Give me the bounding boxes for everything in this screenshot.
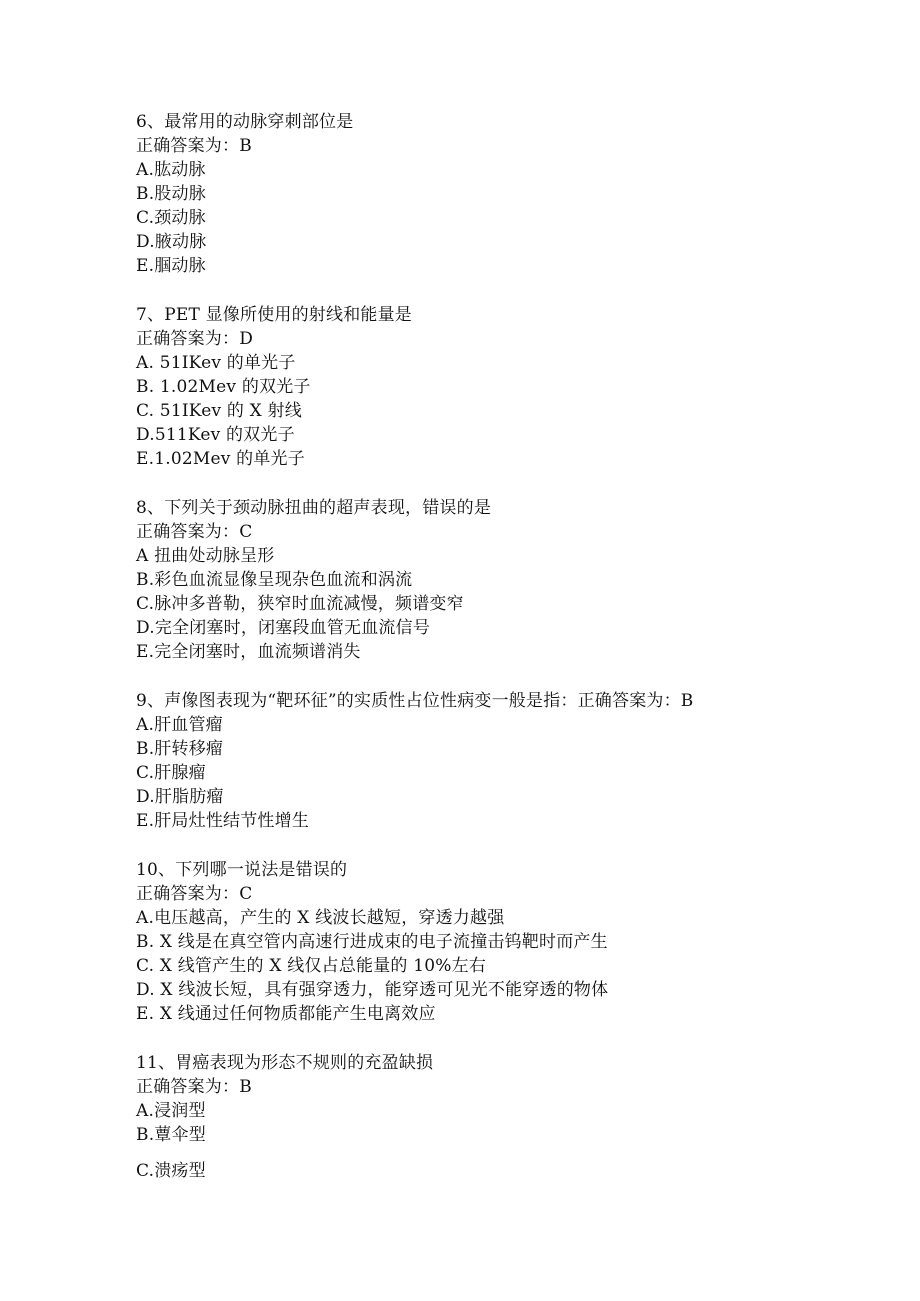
question-text: 6、最常用的动脉穿刺部位是	[136, 112, 354, 132]
question-text: 7、PET 显像所使用的射线和能量是	[136, 305, 413, 325]
question-block	[136, 858, 856, 1026]
answer-text: 正确答案为：C	[136, 884, 253, 904]
option-a: A.肱动脉	[136, 160, 206, 180]
option-a: A.电压越高，产生的 X 线波长越短，穿透力越强	[136, 908, 505, 928]
question-text: 10、下列哪一说法是错误的	[136, 860, 348, 880]
line-gap	[136, 1147, 856, 1159]
option-b: B.彩色血流显像呈现杂色血流和涡流	[136, 570, 413, 590]
option-b: B.肝转移瘤	[136, 739, 224, 759]
option-d: D.完全闭塞时，闭塞段血管无血流信号	[136, 618, 431, 638]
option-a: A. 51IKev 的单光子	[136, 353, 296, 373]
option-d: D.511Kev 的双光子	[136, 425, 295, 445]
option-b: B. 1.02Mev 的双光子	[136, 377, 311, 397]
option-c: C. X 线管产生的 X 线仅占总能量的 10%左右	[136, 956, 487, 976]
option-d: D.肝脂肪瘤	[136, 787, 224, 807]
answer-text: 正确答案为：D	[136, 329, 254, 349]
answer-text: 正确答案为：B	[136, 136, 252, 156]
option-c: C.颈动脉	[136, 208, 206, 228]
option-e: E. X 线通过任何物质都能产生电离效应	[136, 1004, 436, 1024]
answer-text: 正确答案为：B	[136, 1077, 252, 1097]
option-e: E.肝局灶性结节性增生	[136, 811, 310, 831]
option-a: A 扭曲处动脉呈形	[136, 546, 275, 566]
option-e: E.完全闭塞时，血流频谱消失	[136, 642, 361, 662]
option-c: C.肝腺瘤	[136, 763, 206, 783]
option-a: A.浸润型	[136, 1101, 206, 1121]
question-block	[136, 303, 856, 471]
option-d: D.腋动脉	[136, 232, 207, 252]
option-c: C. 51IKev 的 X 射线	[136, 401, 302, 421]
option-d: D. X 线波长短，具有强穿透力，能穿透可见光不能穿透的物体	[136, 980, 609, 1000]
answer-text: 正确答案为：C	[136, 522, 253, 542]
question-block	[136, 110, 856, 278]
option-c: C.脉冲多普勒，狭窄时血流减慢，频谱变窄	[136, 594, 464, 614]
option-b: B. X 线是在真空管内高速行进成束的电子流撞击钨靶时而产生	[136, 932, 608, 952]
option-b: B.蕈伞型	[136, 1125, 206, 1145]
option-c: C.溃疡型	[136, 1161, 206, 1181]
question-text: 8、下列关于颈动脉扭曲的超声表现，错误的是	[136, 498, 492, 518]
option-a: A.肝血管瘤	[136, 715, 223, 735]
question-text: 11、胃癌表现为形态不规则的充盈缺损	[136, 1053, 434, 1073]
option-b: B.股动脉	[136, 184, 206, 204]
option-e: E.1.02Mev 的单光子	[136, 449, 305, 469]
option-e: E.腘动脉	[136, 256, 206, 276]
question-block	[136, 496, 856, 664]
question-text: 9、声像图表现为“靶环征”的实质性占位性病变一般是指：正确答案为：B	[136, 691, 694, 711]
question-block	[136, 1051, 856, 1183]
question-block	[136, 689, 856, 833]
